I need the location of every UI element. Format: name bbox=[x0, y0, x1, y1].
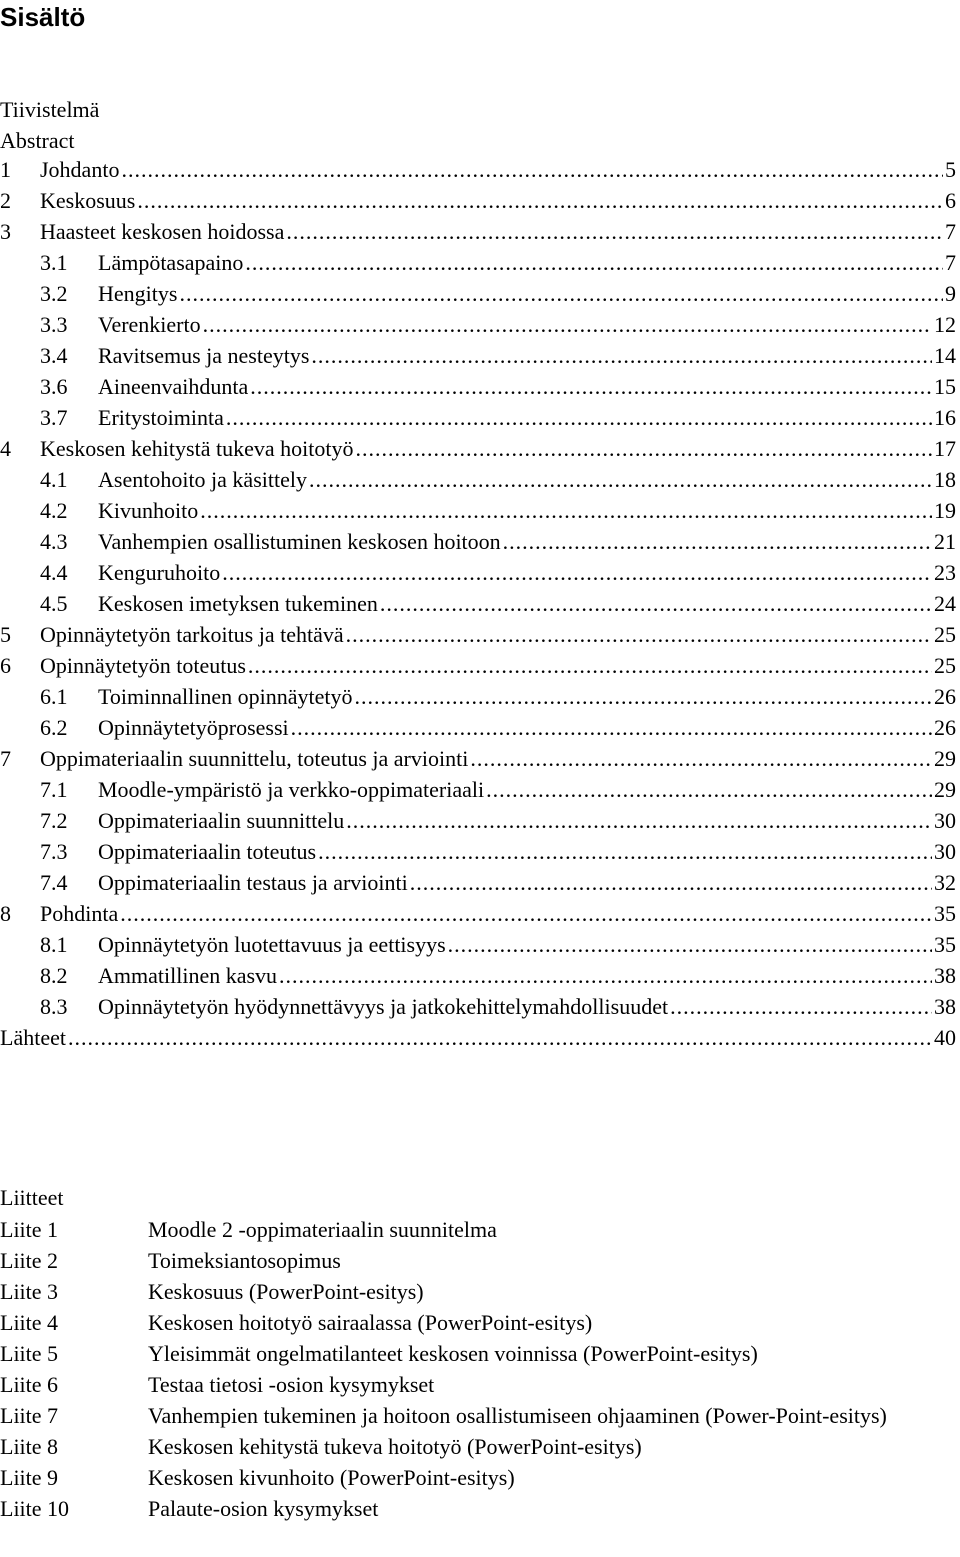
toc-leader-dots bbox=[121, 155, 943, 185]
attachment-description: Moodle 2 -oppimateriaalin suunnitelma bbox=[148, 1217, 497, 1242]
toc-entry-page: 7 bbox=[945, 250, 956, 275]
toc-entry-label: Asentohoito ja käsittely bbox=[98, 467, 307, 492]
toc-leader-dots bbox=[486, 775, 932, 805]
toc-entry-number: 3.7 bbox=[40, 405, 68, 430]
toc-entry-number: 7.1 bbox=[40, 777, 68, 802]
toc-entry-page: 17 bbox=[934, 436, 956, 461]
toc-entry bbox=[0, 1023, 956, 1054]
toc-leader-dots bbox=[286, 217, 943, 247]
toc-entry-label: Keskosuus bbox=[40, 188, 136, 213]
toc-leader-dots bbox=[410, 868, 932, 898]
toc-leader-dots bbox=[470, 744, 932, 774]
toc-entry bbox=[0, 217, 956, 248]
toc-entry-number: 8.2 bbox=[40, 963, 68, 988]
toc-entry-page: 30 bbox=[934, 839, 956, 864]
toc-entry-page: 21 bbox=[934, 529, 956, 554]
toc-leader-dots bbox=[355, 434, 932, 464]
attachment-description: Keskosen kivunhoito (PowerPoint-esitys) bbox=[148, 1465, 515, 1490]
toc-entry-page: 16 bbox=[934, 405, 956, 430]
attachment-id: Liite 8 bbox=[0, 1434, 59, 1459]
toc-leader-dots bbox=[137, 186, 943, 216]
toc-entry bbox=[0, 465, 956, 496]
toc-entry bbox=[0, 992, 956, 1023]
toc-entry bbox=[0, 558, 956, 589]
toc-entry-number: 1 bbox=[0, 157, 11, 182]
toc-entry-page: 25 bbox=[934, 622, 956, 647]
attachment-row bbox=[0, 1493, 956, 1524]
toc-entry-label: Aineenvaihdunta bbox=[98, 374, 249, 399]
toc-entry-number: 6.2 bbox=[40, 715, 68, 740]
attachment-description: Palaute-osion kysymykset bbox=[148, 1496, 379, 1521]
toc-leader-dots bbox=[279, 961, 932, 991]
toc-entry-label: Lämpötasapaino bbox=[98, 250, 244, 275]
toc-entry bbox=[0, 620, 956, 651]
attachment-id: Liite 10 bbox=[0, 1496, 70, 1521]
toc-entry bbox=[0, 682, 956, 713]
toc-entry-number: 7.2 bbox=[40, 808, 68, 833]
attachment-row bbox=[0, 1338, 956, 1369]
attachment-id: Liite 2 bbox=[0, 1248, 59, 1273]
toc-entry-label: Oppimateriaalin suunnittelu, toteutus ja arviointi bbox=[40, 746, 469, 771]
toc-entry-number: 8.3 bbox=[40, 994, 68, 1019]
toc-entry-label: Oppimateriaalin suunnittelu bbox=[98, 808, 345, 833]
toc-entry-number: 3.6 bbox=[40, 374, 68, 399]
toc-leader-dots bbox=[250, 372, 932, 402]
toc-entry bbox=[0, 341, 956, 372]
toc-entry-page: 40 bbox=[934, 1025, 956, 1050]
toc-entry-label: Opinnäytetyön toteutus bbox=[40, 653, 246, 678]
toc-entry-page: 7 bbox=[945, 219, 956, 244]
toc-entry-label: Opinnäytetyön luotettavuus ja eettisyys bbox=[98, 932, 446, 957]
toc-entry bbox=[0, 775, 956, 806]
toc-entry-page: 15 bbox=[934, 374, 956, 399]
toc-entry bbox=[0, 248, 956, 279]
toc-leader-dots bbox=[311, 341, 932, 371]
toc-entry bbox=[0, 279, 956, 310]
toc-leader-dots bbox=[203, 310, 932, 340]
toc-leader-dots bbox=[200, 496, 932, 526]
toc-entry bbox=[0, 372, 956, 403]
attachment-row bbox=[0, 1307, 956, 1338]
toc-entry bbox=[0, 961, 956, 992]
toc-entry-label: Verenkierto bbox=[98, 312, 201, 337]
toc-leader-dots bbox=[222, 558, 932, 588]
toc-entry-number: 4.4 bbox=[40, 560, 68, 585]
toc-leader-dots bbox=[670, 992, 932, 1022]
toc-entry-number: 6 bbox=[0, 653, 11, 678]
attachments-list bbox=[0, 1214, 956, 1524]
toc-entry-page: 38 bbox=[934, 963, 956, 988]
toc-leader-dots bbox=[346, 806, 932, 836]
toc-entry bbox=[0, 310, 956, 341]
toc-entry bbox=[0, 496, 956, 527]
toc-entry-page: 26 bbox=[934, 715, 956, 740]
toc-entry bbox=[0, 403, 956, 434]
toc-entry-label: Opinnäytetyön tarkoitus ja tehtävä bbox=[40, 622, 344, 647]
attachment-id: Liite 3 bbox=[0, 1279, 59, 1304]
toc-entry-number: 7 bbox=[0, 746, 11, 771]
toc-entry-number: 3 bbox=[0, 219, 11, 244]
attachments-section bbox=[0, 1183, 956, 1524]
toc-entry-page: 32 bbox=[934, 870, 956, 895]
toc-entry bbox=[0, 155, 956, 186]
toc-entry-page: 29 bbox=[934, 777, 956, 802]
toc-entry-page: 12 bbox=[934, 312, 956, 337]
toc-entry bbox=[0, 651, 956, 682]
toc-entry-number: 8.1 bbox=[40, 932, 68, 957]
toc-entry-label: Ravitsemus ja nesteytys bbox=[98, 343, 310, 368]
toc-entry-number: 3.4 bbox=[40, 343, 68, 368]
toc-entry bbox=[0, 713, 956, 744]
toc-entry bbox=[0, 899, 956, 930]
toc-entry-label: Pohdinta bbox=[40, 901, 119, 926]
toc-leader-dots bbox=[346, 620, 932, 650]
front-matter-abstract-en: Abstract bbox=[0, 128, 75, 153]
toc-leader-dots bbox=[503, 527, 932, 557]
attachment-row bbox=[0, 1214, 956, 1245]
toc-leader-dots bbox=[318, 837, 932, 867]
toc-entry-label: Eritystoiminta bbox=[98, 405, 224, 430]
toc-entry-label: Ammatillinen kasvu bbox=[98, 963, 278, 988]
toc-entry-label: Keskosen kehitystä tukeva hoitotyö bbox=[40, 436, 354, 461]
toc-entry bbox=[0, 186, 956, 217]
attachment-description: Keskosuus (PowerPoint-esitys) bbox=[148, 1279, 424, 1304]
toc-entry bbox=[0, 868, 956, 899]
toc-entry-page: 29 bbox=[934, 746, 956, 771]
toc-entry-label: Opinnäytetyön hyödynnettävyys ja jatkokehittelymahdollisuudet bbox=[98, 994, 669, 1019]
toc-entry-page: 35 bbox=[934, 901, 956, 926]
toc-leader-dots bbox=[291, 713, 932, 743]
toc-entry-label: Oppimateriaalin toteutus bbox=[98, 839, 317, 864]
attachment-row bbox=[0, 1400, 956, 1431]
toc-entry-page: 35 bbox=[934, 932, 956, 957]
toc-entry-label: Haasteet keskosen hoidossa bbox=[40, 219, 285, 244]
toc-leader-dots bbox=[179, 279, 943, 309]
toc-entry-number: 2 bbox=[0, 188, 11, 213]
attachment-row bbox=[0, 1245, 956, 1276]
attachment-id: Liite 9 bbox=[0, 1465, 59, 1490]
attachment-row bbox=[0, 1462, 956, 1493]
toc-entry bbox=[0, 744, 956, 775]
attachment-id: Liite 1 bbox=[0, 1217, 59, 1242]
toc-entry-number: 3.2 bbox=[40, 281, 68, 306]
toc-entry-page: 19 bbox=[934, 498, 956, 523]
toc-leader-dots bbox=[380, 589, 932, 619]
toc-entry-page: 6 bbox=[945, 188, 956, 213]
toc-entry-number: 6.1 bbox=[40, 684, 68, 709]
toc-entry-number: 4.2 bbox=[40, 498, 68, 523]
table-of-contents bbox=[0, 155, 956, 1054]
toc-entry-page: 14 bbox=[934, 343, 956, 368]
toc-entry bbox=[0, 434, 956, 465]
toc-entry bbox=[0, 806, 956, 837]
toc-entry-number: 8 bbox=[0, 901, 11, 926]
toc-entry-number: 4.5 bbox=[40, 591, 68, 616]
toc-entry-number: 4.1 bbox=[40, 467, 68, 492]
toc-entry-label: Toiminnallinen opinnäytetyö bbox=[98, 684, 353, 709]
toc-entry-number: 4.3 bbox=[40, 529, 68, 554]
page-title: Sisältö bbox=[0, 2, 86, 32]
front-matter-abstract-fi: Tiivistelmä bbox=[0, 97, 100, 122]
toc-entry-page: 24 bbox=[934, 591, 956, 616]
toc-leader-dots bbox=[248, 651, 932, 681]
attachments-heading: Liitteet bbox=[0, 1185, 64, 1210]
toc-entry-page: 26 bbox=[934, 684, 956, 709]
toc-entry-page: 18 bbox=[934, 467, 956, 492]
attachment-description: Keskosen kehitystä tukeva hoitotyö (PowerPoint-esitys) bbox=[148, 1434, 642, 1459]
toc-entry-label: Vanhempien osallistuminen keskosen hoitoon bbox=[98, 529, 501, 554]
toc-entry-label: Oppimateriaalin testaus ja arviointi bbox=[98, 870, 408, 895]
toc-entry-number: 7.4 bbox=[40, 870, 68, 895]
toc-leader-dots bbox=[68, 1023, 932, 1053]
attachment-description: Yleisimmät ongelmatilanteet keskosen voinnissa (PowerPoint-esitys) bbox=[148, 1341, 758, 1366]
attachment-row bbox=[0, 1276, 956, 1307]
attachment-description: Keskosen hoitotyö sairaalassa (PowerPoint-esitys) bbox=[148, 1310, 593, 1335]
toc-leader-dots bbox=[120, 899, 932, 929]
attachment-row bbox=[0, 1369, 956, 1400]
attachment-id: Liite 4 bbox=[0, 1310, 59, 1335]
toc-entry-number: 5 bbox=[0, 622, 11, 647]
attachment-id: Liite 6 bbox=[0, 1372, 59, 1397]
toc-entry-label: Keskosen imetyksen tukeminen bbox=[98, 591, 378, 616]
toc-entry-label: Hengitys bbox=[98, 281, 178, 306]
toc-entry bbox=[0, 930, 956, 961]
toc-entry-number: 7.3 bbox=[40, 839, 68, 864]
toc-entry-label: Johdanto bbox=[40, 157, 120, 182]
toc-entry-label: Lähteet bbox=[0, 1025, 66, 1050]
toc-entry bbox=[0, 589, 956, 620]
toc-entry-page: 30 bbox=[934, 808, 956, 833]
toc-entry-page: 9 bbox=[945, 281, 956, 306]
toc-entry bbox=[0, 527, 956, 558]
toc-entry-label: Kenguruhoito bbox=[98, 560, 221, 585]
toc-leader-dots bbox=[245, 248, 943, 278]
toc-leader-dots bbox=[354, 682, 932, 712]
attachment-description: Toimeksiantosopimus bbox=[148, 1248, 341, 1273]
attachment-description: Vanhempien tukeminen ja hoitoon osallistumiseen ohjaaminen (Power-Point-esitys) bbox=[148, 1403, 887, 1428]
toc-entry-page: 25 bbox=[934, 653, 956, 678]
toc-entry bbox=[0, 837, 956, 868]
toc-entry-page: 38 bbox=[934, 994, 956, 1019]
toc-entry-label: Kivunhoito bbox=[98, 498, 199, 523]
attachment-description: Testaa tietosi -osion kysymykset bbox=[148, 1372, 435, 1397]
toc-entry-number: 3.1 bbox=[40, 250, 68, 275]
toc-entry-label: Opinnäytetyöprosessi bbox=[98, 715, 289, 740]
attachment-id: Liite 7 bbox=[0, 1403, 59, 1428]
toc-entry-number: 3.3 bbox=[40, 312, 68, 337]
toc-entry-label: Moodle-ympäristö ja verkko-oppimateriaali bbox=[98, 777, 485, 802]
toc-entry-page: 5 bbox=[945, 157, 956, 182]
toc-entry-page: 23 bbox=[934, 560, 956, 585]
toc-entry-number: 4 bbox=[0, 436, 11, 461]
attachment-row bbox=[0, 1431, 956, 1462]
toc-leader-dots bbox=[226, 403, 932, 433]
attachment-id: Liite 5 bbox=[0, 1341, 59, 1366]
toc-leader-dots bbox=[309, 465, 932, 495]
toc-leader-dots bbox=[448, 930, 932, 960]
